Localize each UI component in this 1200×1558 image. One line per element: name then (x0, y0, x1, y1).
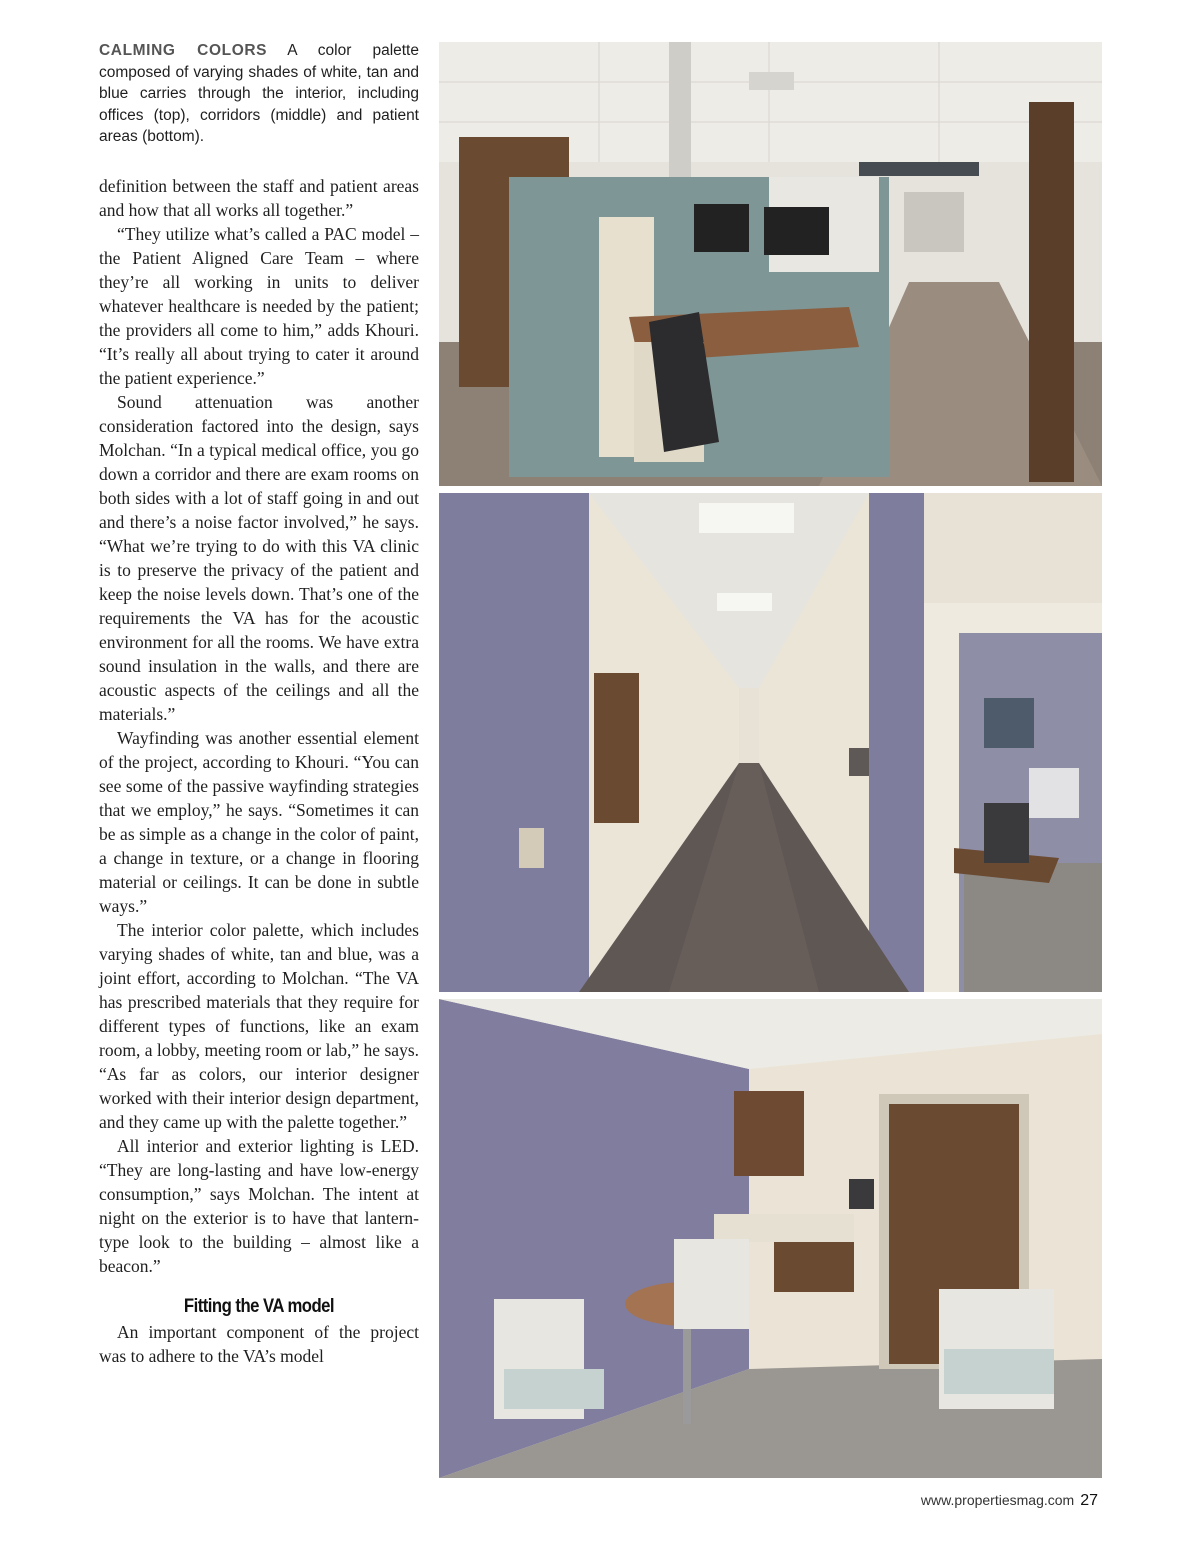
paragraph: definition between the staff and patient areas and how that all works all together.” (99, 175, 419, 220)
footer-url: www.propertiesmag.com (920, 1492, 1075, 1508)
caption-head: CALMING COLORS (99, 42, 268, 59)
paragraph: Wayfinding was another essential element of the project, according to Khouri. “You can see some of the passive wayfinding strategies that we employ,” he says. “Sometimes it can be as simple as a change in the color of paint, a change in texture, or a change in flooring material or ceilings. It can be done in subtle ways.” (99, 727, 419, 916)
paragraph: The interior color palette, which includes varying shades of white, tan and blue, was a joint effort, according to Molchan. “The VA has prescribed materials that they require for different types of functions, like an exam room, a lobby, meeting room or lab,” he says. “As far as colors, our interior designer worked with their interior design department, and they came up with the palette together.” (99, 919, 419, 1132)
page-number: 27 (1080, 1492, 1098, 1509)
paragraph: Sound attenuation was another consideration factored into the design, says Molchan. “In a typical medical office, you go down a corridor and there are exam rooms on both sides with a lot of staff going in and out and there’s a noise factor involved,” he says. “What we’re trying to do with this VA clinic is to preserve the privacy of the patient and keep the noise levels down. That’s one of the requirements the VA has for the acoustic environment for all the rooms. We have extra sound insulation in the walls, and there are acoustic aspects of the ceilings and all the materials.” (99, 391, 419, 724)
photo-patient-area (439, 999, 1102, 1478)
text-column (99, 40, 419, 1368)
page-footer (921, 1492, 1098, 1510)
photo-corridor (439, 493, 1102, 992)
photo-offices (439, 42, 1102, 486)
photo-caption (99, 40, 419, 148)
paragraph: All interior and exterior lighting is LED. “They are long-lasting and have low-energy consumption,” says Molchan. The intent at night on the exterior is to have that lantern-type look to the building – almost like a beacon.” (99, 1135, 419, 1276)
paragraph: “They utilize what’s called a PAC model – the Patient Aligned Care Team – where they’re all working in units to deliver whatever healthcare is needed by the patient; the providers all come to him,” adds Khouri. “It’s really all about trying to cater it around the patient experience.” (99, 223, 419, 388)
paragraph: An important component of the project was to adhere to the VA’s model (99, 1321, 419, 1366)
article-body (99, 174, 419, 1368)
caption-text: A color palette composed of varying shades of white, tan and blue carries through the interior, including offices (top), corridors (middle) and patient areas (bottom). (99, 42, 419, 145)
section-subhead: Fitting the VA model (183, 1295, 335, 1317)
